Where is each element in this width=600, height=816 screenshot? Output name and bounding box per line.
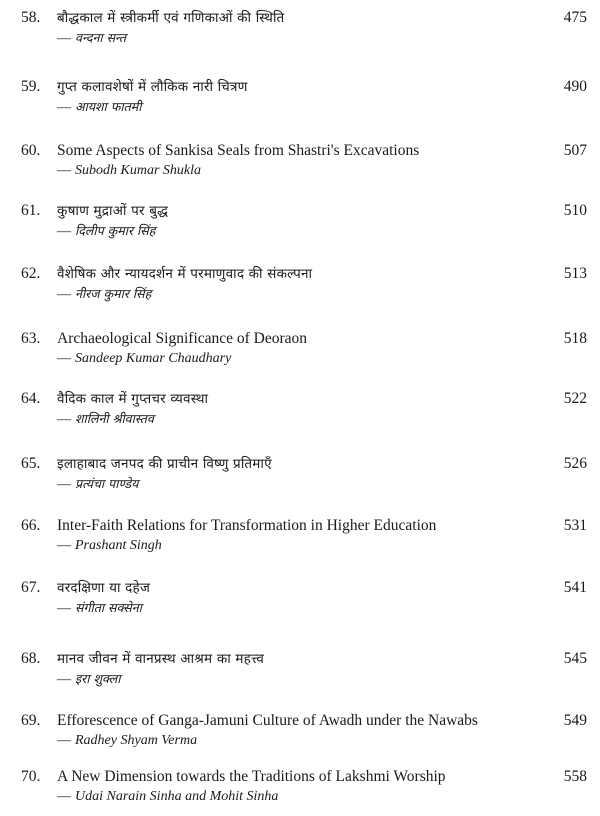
- entry-number: 67.: [21, 579, 41, 596]
- author-dash: —: [57, 224, 71, 239]
- entry-page-number: 522: [563, 390, 587, 407]
- entry-author: आयशा फातमी: [75, 99, 142, 114]
- entry-author: इरा शुक्ला: [75, 671, 121, 686]
- entry-number: 64.: [21, 390, 41, 407]
- entry-page-number: 545: [563, 650, 587, 667]
- entry-page-number: 510: [563, 202, 587, 219]
- author-dash: —: [57, 672, 71, 687]
- entry-author: नीरज कुमार सिंह: [75, 286, 152, 301]
- toc-entry: [0, 578, 600, 626]
- entry-author: वन्दना सन्त: [75, 30, 127, 45]
- entry-author: Subodh Kumar Shukla: [75, 163, 201, 178]
- entry-number: 60.: [21, 142, 41, 159]
- entry-author: Radhey Shyam Verma: [75, 733, 198, 748]
- toc-entry: [0, 264, 600, 312]
- entry-author-line: [57, 788, 278, 806]
- entry-number: 58.: [21, 9, 41, 26]
- entry-page-number: 549: [563, 712, 587, 729]
- author-dash: —: [57, 412, 71, 427]
- entry-number: 59.: [21, 78, 41, 95]
- toc-entry: [0, 329, 600, 377]
- toc-entry: [0, 389, 600, 437]
- entry-author-line: [57, 410, 154, 429]
- entry-number: 65.: [21, 455, 41, 472]
- toc-entry: [0, 141, 600, 189]
- entry-author-line: [57, 670, 121, 689]
- entry-author: Udai Narain Sinha and Mohit Sinha: [75, 789, 279, 804]
- entry-author: Sandeep Kumar Chaudhary: [75, 351, 232, 366]
- entry-author-line: [57, 162, 201, 180]
- entry-author-line: [57, 732, 197, 750]
- entry-title: Inter-Faith Relations for Transformation in Higher Education: [57, 517, 437, 534]
- entry-author-line: [57, 350, 231, 368]
- entry-number: 66.: [21, 517, 41, 534]
- entry-title: वैदिक काल में गुप्तचर व्यवस्था: [57, 391, 209, 407]
- entry-title: गुप्त कलावशेषों में लौकिक नारी चित्रण: [57, 79, 248, 95]
- entry-page-number: 518: [563, 330, 587, 347]
- toc-entry: [0, 8, 600, 56]
- author-dash: —: [57, 538, 71, 553]
- toc-entry: [0, 516, 600, 564]
- entry-title: कुषाण मुद्राओं पर बुद्ध: [57, 203, 169, 219]
- entry-title: मानव जीवन में वानप्रस्थ आश्रम का महत्त्व: [57, 651, 265, 667]
- entry-author-line: [57, 537, 162, 555]
- entry-author-line: [57, 285, 151, 304]
- entry-number: 61.: [21, 202, 41, 219]
- entry-author: शालिनी श्रीवास्तव: [75, 411, 154, 426]
- entry-number: 62.: [21, 265, 41, 282]
- author-dash: —: [57, 601, 71, 616]
- entry-author: प्रत्यंचा पाण्डेय: [75, 476, 139, 491]
- entry-title: बौद्धकाल में स्त्रीकर्मी एवं गणिकाओं की स्थिति: [57, 10, 285, 26]
- toc-entry: [0, 77, 600, 125]
- entry-author: Prashant Singh: [75, 538, 162, 553]
- entry-author-line: [57, 475, 138, 494]
- entry-title: Some Aspects of Sankisa Seals from Shastri's Excavations: [57, 142, 420, 159]
- entry-number: 70.: [21, 768, 41, 785]
- entry-title: Efforescence of Ganga-Jamuni Culture of Awadh under the Nawabs: [57, 712, 478, 729]
- author-dash: —: [57, 31, 71, 46]
- entry-page-number: 558: [563, 768, 587, 785]
- entry-title: इलाहाबाद जनपद की प्राचीन विष्णु प्रतिमाएँ: [57, 456, 272, 472]
- entry-author: दिलीप कुमार सिंह: [75, 223, 156, 238]
- entry-title: A New Dimension towards the Traditions of Lakshmi Worship: [57, 768, 446, 785]
- entry-author: संगीता सक्सेना: [75, 600, 142, 615]
- entry-number: 69.: [21, 712, 41, 729]
- author-dash: —: [57, 733, 71, 748]
- entry-page-number: 475: [563, 9, 587, 26]
- entry-number: 63.: [21, 330, 41, 347]
- entry-page-number: 513: [563, 265, 587, 282]
- entry-title: Archaeological Significance of Deoraon: [57, 330, 308, 347]
- author-dash: —: [57, 789, 71, 804]
- entry-title: वैशेषिक और न्यायदर्शन में परमाणुवाद की संकल्पना: [57, 266, 313, 282]
- entry-page-number: 490: [563, 78, 587, 95]
- toc-entry: [0, 767, 600, 815]
- toc-entry: [0, 649, 600, 697]
- toc-entry: [0, 711, 600, 759]
- author-dash: —: [57, 477, 71, 492]
- entry-title: वरदक्षिणा या दहेज: [57, 580, 151, 596]
- entry-author-line: [57, 29, 126, 48]
- entry-page-number: 507: [563, 142, 587, 159]
- entry-author-line: [57, 599, 142, 618]
- author-dash: —: [57, 100, 71, 115]
- entry-author-line: [57, 222, 155, 241]
- entry-number: 68.: [21, 650, 41, 667]
- toc-entry: [0, 454, 600, 502]
- entry-page-number: 531: [563, 517, 587, 534]
- author-dash: —: [57, 163, 71, 178]
- entry-author-line: [57, 98, 141, 117]
- author-dash: —: [57, 287, 71, 302]
- entry-page-number: 541: [563, 579, 587, 596]
- toc-entry: [0, 201, 600, 249]
- author-dash: —: [57, 351, 71, 366]
- entry-page-number: 526: [563, 455, 587, 472]
